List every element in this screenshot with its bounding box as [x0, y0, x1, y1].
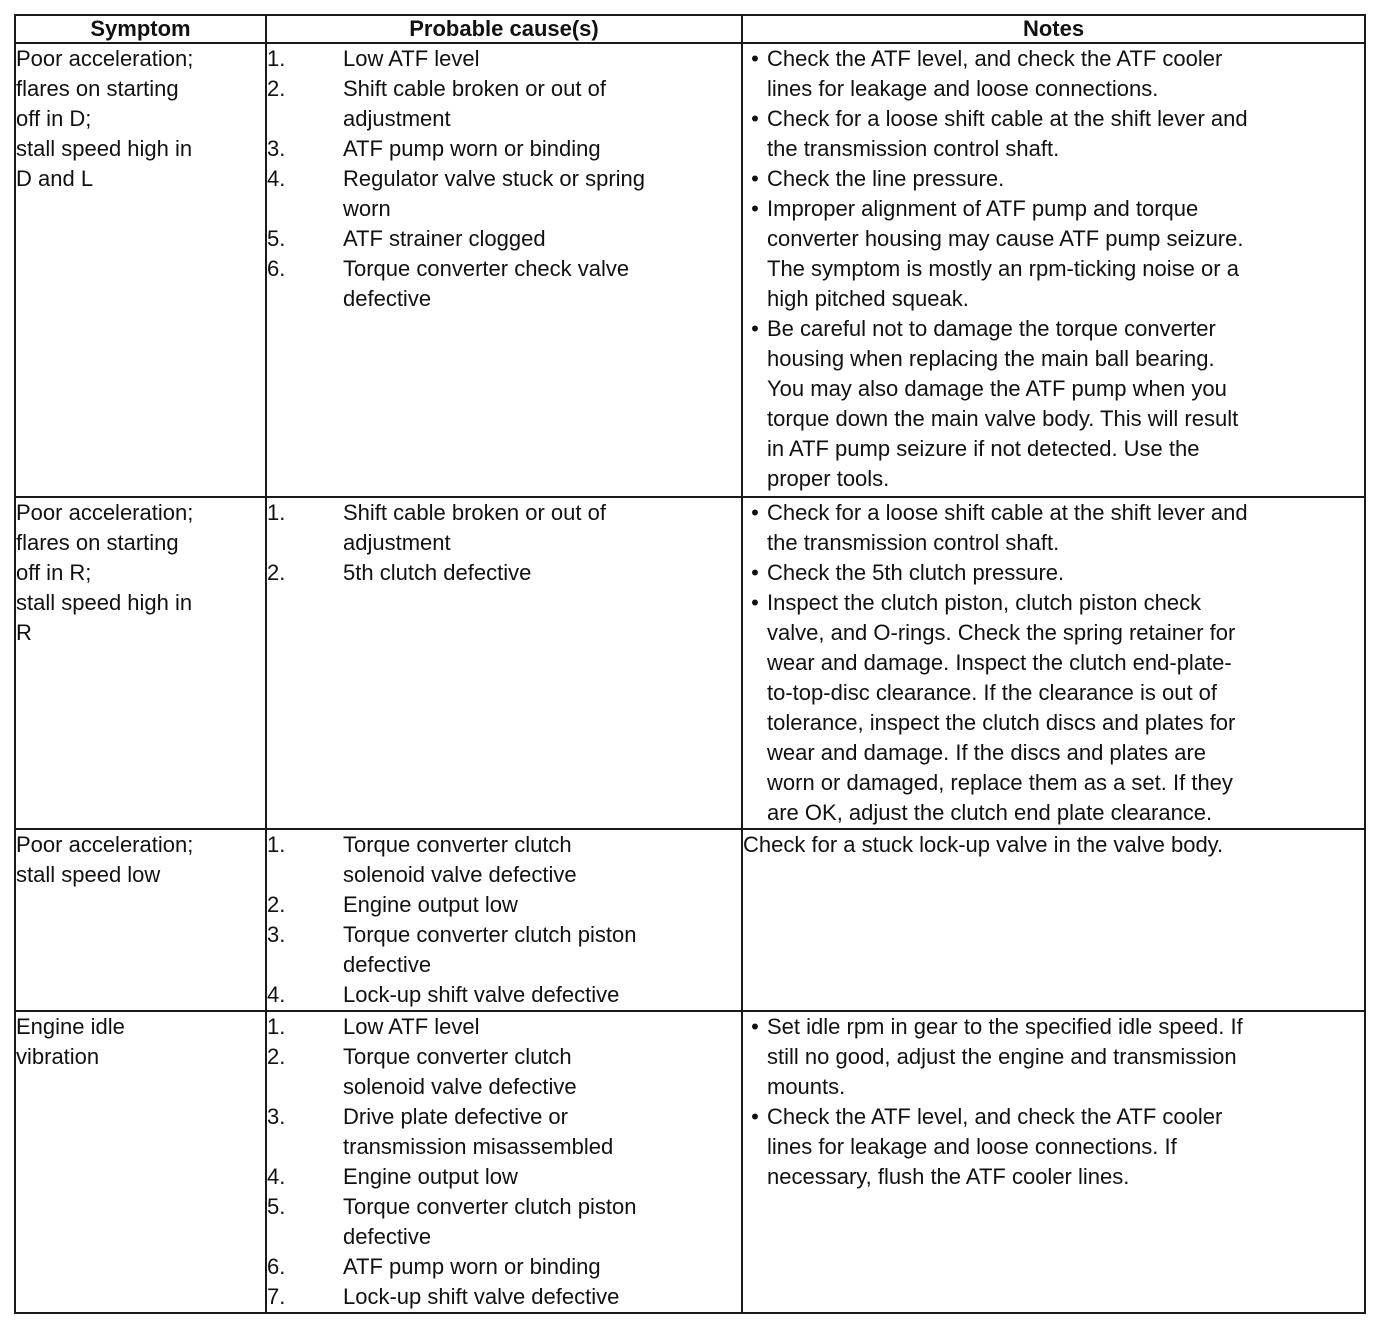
- symptom-cell: [15, 43, 266, 497]
- note-item: [743, 588, 1364, 828]
- cause-item: [267, 830, 741, 890]
- note-item: [743, 104, 1364, 164]
- cause-item: [267, 890, 741, 920]
- cause-item: [267, 1102, 741, 1162]
- table-row: [15, 43, 1365, 497]
- note-item: [743, 498, 1364, 558]
- note-line: lines for leakage and loose connections. If: [767, 1134, 1177, 1159]
- note-text: [767, 194, 1364, 314]
- cause-item: [267, 1282, 741, 1312]
- cause-line: Drive plate defective or: [343, 1104, 568, 1129]
- bullet-icon: •: [751, 560, 759, 585]
- cause-text: [343, 164, 741, 224]
- notes-cell: [742, 43, 1365, 497]
- note-text: [767, 44, 1364, 104]
- cause-line: adjustment: [343, 530, 451, 555]
- note-item: [743, 830, 1364, 860]
- cause-number: 3.: [267, 922, 286, 947]
- note-item: [743, 1102, 1364, 1192]
- cause-line: worn: [343, 196, 391, 221]
- bullet-icon: •: [751, 500, 759, 525]
- probable-causes-cell: [266, 829, 742, 1011]
- note-text: [767, 558, 1364, 588]
- cause-number: 1.: [267, 500, 286, 525]
- cause-text: [343, 1042, 741, 1102]
- cause-number: 2.: [267, 1044, 286, 1069]
- symptom-line: stall speed high in: [16, 136, 193, 161]
- cause-number: 6.: [267, 1254, 286, 1279]
- cause-line: Regulator valve stuck or spring: [343, 166, 646, 191]
- cause-number: 6.: [267, 256, 286, 281]
- bullet-icon: •: [751, 590, 759, 615]
- note-line: Be careful not to damage the torque converter: [767, 316, 1216, 341]
- symptom-line: vibration: [16, 1044, 100, 1069]
- symptom-line: flares on starting: [16, 530, 179, 555]
- cause-number: 1.: [267, 1014, 286, 1039]
- symptom-line: off in D;: [16, 106, 92, 131]
- note-line: valve, and O-rings. Check the spring retainer for: [767, 620, 1236, 645]
- note-line: The symptom is mostly an rpm-ticking noise or a: [767, 256, 1239, 281]
- note-item: [743, 194, 1364, 314]
- notes-cell: [742, 497, 1365, 829]
- cause-line: ATF strainer clogged: [343, 226, 546, 251]
- note-line: still no good, adjust the engine and transmission: [767, 1044, 1237, 1069]
- cause-line: transmission misassembled: [343, 1134, 614, 1159]
- note-text: [767, 164, 1364, 194]
- note-item: [743, 44, 1364, 104]
- cause-number: 2.: [267, 560, 286, 585]
- bullet-icon: •: [751, 196, 759, 221]
- cause-text: [343, 1252, 741, 1282]
- bullet-icon: •: [751, 46, 759, 71]
- cause-number: 4.: [267, 166, 286, 191]
- cause-number: 5.: [267, 226, 286, 251]
- note-line: housing when replacing the main ball bearing.: [767, 346, 1215, 371]
- probable-causes-cell: [266, 1011, 742, 1313]
- cause-text: [343, 890, 741, 920]
- bullet-icon: •: [751, 316, 759, 341]
- cause-line: solenoid valve defective: [343, 1074, 577, 1099]
- note-line: proper tools.: [767, 466, 890, 491]
- note-line: Check for a stuck lock-up valve in the valve body.: [743, 832, 1224, 857]
- cause-item: [267, 920, 741, 980]
- symptom-line: Poor acceleration;: [16, 500, 194, 525]
- cause-line: defective: [343, 286, 432, 311]
- cause-item: [267, 74, 741, 134]
- cause-item: [267, 1162, 741, 1192]
- note-line: high pitched squeak.: [767, 286, 969, 311]
- note-text: [767, 314, 1364, 494]
- symptom-line: stall speed high in: [16, 590, 193, 615]
- note-line: tolerance, inspect the clutch discs and plates for: [767, 710, 1236, 735]
- note-item: [743, 164, 1364, 194]
- note-text: [767, 588, 1364, 828]
- cause-item: [267, 1252, 741, 1282]
- note-line: lines for leakage and loose connections.: [767, 76, 1159, 101]
- note-line: Inspect the clutch piston, clutch piston check: [767, 590, 1202, 615]
- note-line: wear and damage. If the discs and plates are: [767, 740, 1207, 765]
- cause-text: [343, 1162, 741, 1192]
- cause-line: Lock-up shift valve defective: [343, 1284, 620, 1309]
- note-line: Check the ATF level, and check the ATF cooler: [767, 46, 1223, 71]
- cause-number: 5.: [267, 1194, 286, 1219]
- cause-line: Engine output low: [343, 1164, 518, 1189]
- header-probable-causes: Probable cause(s): [266, 15, 742, 43]
- cause-text: [343, 1102, 741, 1162]
- cause-line: Torque converter clutch piston: [343, 922, 637, 947]
- troubleshooting-table: [14, 14, 1366, 1314]
- cause-text: [343, 74, 741, 134]
- cause-text: [343, 558, 741, 588]
- cause-line: Shift cable broken or out of: [343, 76, 606, 101]
- note-text: [767, 1012, 1364, 1102]
- cause-text: [343, 1012, 741, 1042]
- cause-item: [267, 224, 741, 254]
- cause-number: 4.: [267, 982, 286, 1007]
- cause-text: [343, 44, 741, 74]
- cause-number: 2.: [267, 892, 286, 917]
- symptom-line: stall speed low: [16, 862, 161, 887]
- cause-item: [267, 254, 741, 314]
- notes-cell: [742, 829, 1365, 1011]
- cause-item: [267, 164, 741, 224]
- table-row: [15, 829, 1365, 1011]
- cause-line: Engine output low: [343, 892, 518, 917]
- note-line: Check the line pressure.: [767, 166, 1005, 191]
- note-line: wear and damage. Inspect the clutch end-plate-: [767, 650, 1232, 675]
- cause-text: [343, 1282, 741, 1312]
- symptom-cell: [15, 829, 266, 1011]
- symptom-line: D and L: [16, 166, 94, 191]
- bullet-icon: •: [751, 166, 759, 191]
- note-line: You may also damage the ATF pump when you: [767, 376, 1227, 401]
- cause-line: Low ATF level: [343, 46, 480, 71]
- note-line: Check for a loose shift cable at the shift lever and: [767, 500, 1248, 525]
- cause-line: defective: [343, 1224, 432, 1249]
- note-line: Improper alignment of ATF pump and torque: [767, 196, 1199, 221]
- header-notes: Notes: [742, 15, 1365, 43]
- note-line: mounts.: [767, 1074, 846, 1099]
- symptom-line: off in R;: [16, 560, 92, 585]
- table-row: [15, 1011, 1365, 1313]
- note-line: the transmission control shaft.: [767, 530, 1060, 555]
- notes-cell: [742, 1011, 1365, 1313]
- symptom-line: R: [16, 620, 32, 645]
- note-line: to-top-disc clearance. If the clearance is out of: [767, 680, 1218, 705]
- cause-line: Torque converter clutch: [343, 1044, 572, 1069]
- cause-text: [343, 1192, 741, 1252]
- header-symptom: Symptom: [15, 15, 266, 43]
- cause-item: [267, 558, 741, 588]
- symptom-line: Poor acceleration;: [16, 832, 194, 857]
- note-line: Check the ATF level, and check the ATF cooler: [767, 1104, 1223, 1129]
- cause-number: 4.: [267, 1164, 286, 1189]
- note-line: worn or damaged, replace them as a set. If they: [767, 770, 1233, 795]
- cause-text: [343, 980, 741, 1010]
- cause-line: ATF pump worn or binding: [343, 1254, 601, 1279]
- cause-line: Torque converter clutch piston: [343, 1194, 637, 1219]
- symptom-line: Engine idle: [16, 1014, 125, 1039]
- cause-line: ATF pump worn or binding: [343, 136, 601, 161]
- cause-number: 1.: [267, 46, 286, 71]
- cause-item: [267, 980, 741, 1010]
- note-text: [767, 498, 1364, 558]
- cause-item: [267, 1042, 741, 1102]
- note-line: Check the 5th clutch pressure.: [767, 560, 1065, 585]
- cause-number: 1.: [267, 832, 286, 857]
- cause-number: 2.: [267, 76, 286, 101]
- note-text: [767, 104, 1364, 164]
- cause-item: [267, 1012, 741, 1042]
- note-item: [743, 314, 1364, 494]
- note-line: torque down the main valve body. This will result: [767, 406, 1239, 431]
- note-text: [743, 830, 1364, 860]
- note-line: Check for a loose shift cable at the shift lever and: [767, 106, 1248, 131]
- cause-line: Torque converter check valve: [343, 256, 630, 281]
- symptom-cell: [15, 1011, 266, 1313]
- cause-line: 5th clutch defective: [343, 560, 532, 585]
- note-text: [767, 1102, 1364, 1192]
- cause-line: Torque converter clutch: [343, 832, 572, 857]
- cause-item: [267, 498, 741, 558]
- cause-number: 3.: [267, 1104, 286, 1129]
- cause-item: [267, 134, 741, 164]
- cause-item: [267, 44, 741, 74]
- note-line: the transmission control shaft.: [767, 136, 1060, 161]
- cause-text: [343, 134, 741, 164]
- cause-text: [343, 254, 741, 314]
- cause-line: defective: [343, 952, 432, 977]
- cause-line: adjustment: [343, 106, 451, 131]
- cause-line: solenoid valve defective: [343, 862, 577, 887]
- note-line: Set idle rpm in gear to the specified idle speed. If: [767, 1014, 1243, 1039]
- cause-text: [343, 830, 741, 890]
- cause-line: Shift cable broken or out of: [343, 500, 606, 525]
- probable-causes-cell: [266, 497, 742, 829]
- note-line: converter housing may cause ATF pump seizure.: [767, 226, 1244, 251]
- probable-causes-cell: [266, 43, 742, 497]
- header-row: [15, 15, 1365, 43]
- symptom-line: Poor acceleration;: [16, 46, 194, 71]
- note-line: necessary, flush the ATF cooler lines.: [767, 1164, 1130, 1189]
- cause-line: Lock-up shift valve defective: [343, 982, 620, 1007]
- note-item: [743, 558, 1364, 588]
- table-row: [15, 497, 1365, 829]
- bullet-icon: •: [751, 1104, 759, 1129]
- cause-text: [343, 920, 741, 980]
- cause-number: 3.: [267, 136, 286, 161]
- note-line: are OK, adjust the clutch end plate clearance.: [767, 800, 1213, 825]
- cause-line: Low ATF level: [343, 1014, 480, 1039]
- cause-text: [343, 224, 741, 254]
- bullet-icon: •: [751, 106, 759, 131]
- bullet-icon: •: [751, 1014, 759, 1039]
- symptom-cell: [15, 497, 266, 829]
- cause-item: [267, 1192, 741, 1252]
- note-item: [743, 1012, 1364, 1102]
- note-line: in ATF pump seizure if not detected. Use the: [767, 436, 1200, 461]
- symptom-line: flares on starting: [16, 76, 179, 101]
- cause-number: 7.: [267, 1284, 286, 1309]
- cause-text: [343, 498, 741, 558]
